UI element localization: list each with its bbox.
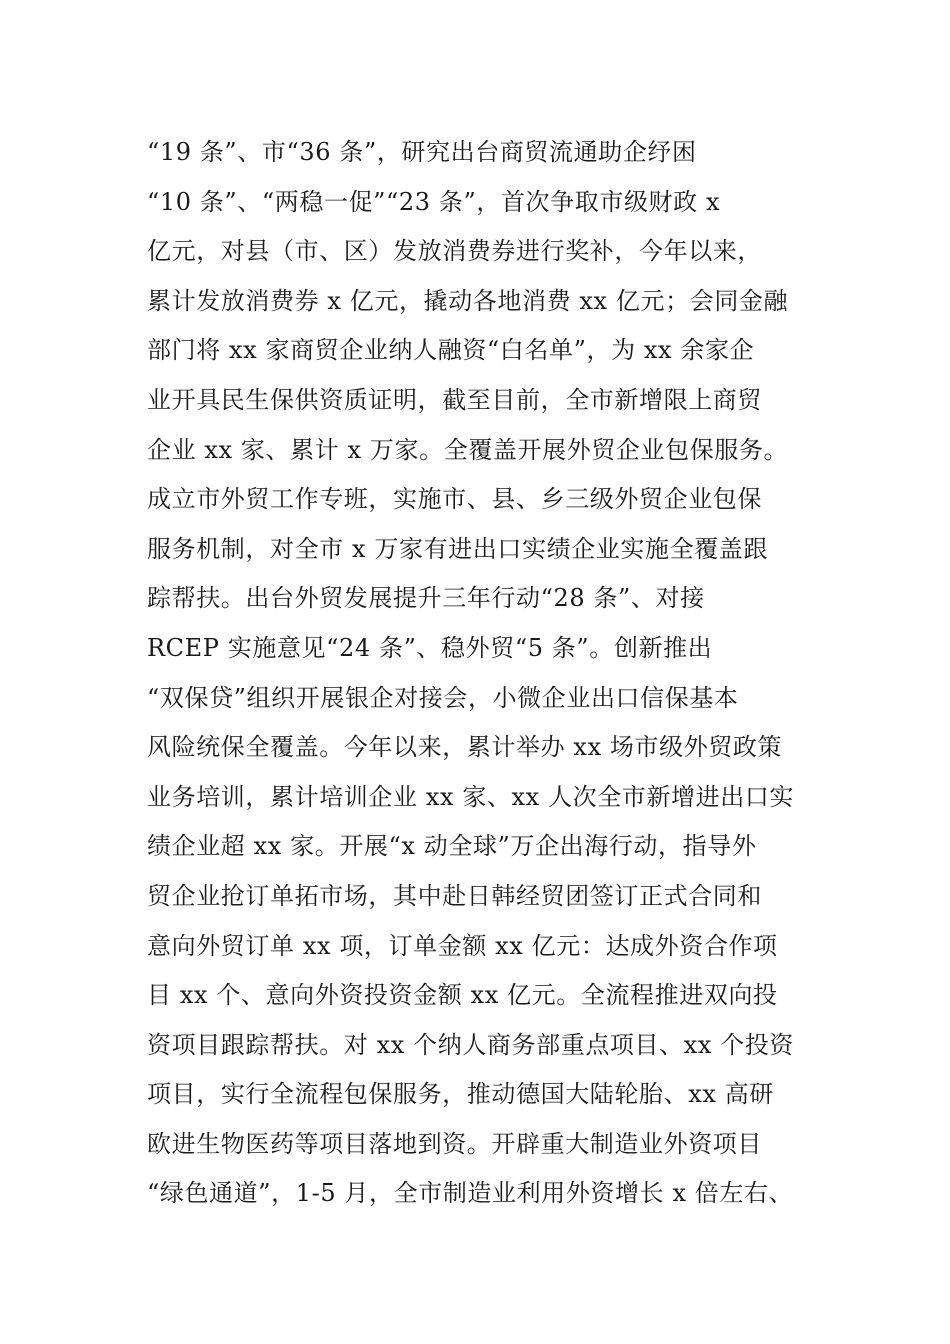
text-line: “绿色通道”，1-5 月，全市制造业利用外资增长 x 倍左右、 — [147, 1179, 794, 1208]
text-line: 项目，实行全流程包保服务，推动德国大陆轮胎、xx 高研 — [147, 1080, 774, 1109]
text-line: “双保贷”组织开展银企对接会，小微企业出口信保基本 — [147, 683, 739, 712]
text-line: 目 xx 个、意向外资投资金额 xx 亿元。全流程推进双向投 — [147, 981, 778, 1010]
text-line: 服务机制，对全市 x 万家有进出口实绩企业实施全覆盖跟 — [147, 534, 768, 563]
text-line: 踪帮扶。出台外贸发展提升三年行动“28 条”、对接 — [147, 584, 705, 613]
text-line: 亿元，对县（市、区）发放消费券进行奖补，今年以来， — [147, 237, 762, 266]
text-line: 绩企业超 xx 家。开展“x 动全球”万企出海行动，指导外 — [147, 832, 757, 861]
text-line: 欧进生物医药等项目落地到资。开辟重大制造业外资项目 — [147, 1129, 762, 1158]
text-line: “10 条”、“两稳一促”“23 条”，首次争取市级财政 x — [147, 187, 721, 216]
text-line: 企业 xx 家、累计 x 万家。全覆盖开展外贸企业包保服务。 — [147, 435, 789, 464]
text-line: 贸企业抢订单拓市场，其中赴日韩经贸团签订正式合同和 — [147, 881, 762, 910]
text-line: 累计发放消费券 x 亿元，撬动各地消费 xx 亿元；会同金融 — [147, 286, 789, 315]
text-line: 风险统保全覆盖。今年以来，累计举办 xx 场市级外贸政策 — [147, 733, 783, 762]
text-line: 资项目跟踪帮扶。对 xx 个纳人商务部重点项目、xx 个投资 — [147, 1030, 795, 1059]
text-line: 业开具民生保供资质证明，截至目前，全市新增限上商贸 — [147, 385, 762, 414]
body-paragraph — [147, 128, 837, 1219]
text-line: “19 条”、市“36 条”，研究出台商贸流通助企纾困 — [147, 138, 697, 166]
text-line: 意向外贸订单 xx 项，订单金额 xx 亿元：达成外资合作项 — [147, 931, 778, 960]
text-line: 成立市外贸工作专班，实施市、县、乡三级外贸企业包保 — [147, 485, 762, 514]
text-line: RCEP 实施意见“24 条”、稳外贸“5 条”。创新推出 — [147, 633, 713, 662]
text-line: 部门将 xx 家商贸企业纳人融资“白名单”，为 xx 余家企 — [147, 336, 755, 365]
text-line: 业务培训，累计培训企业 xx 家、xx 人次全市新增进出口实 — [147, 782, 795, 811]
